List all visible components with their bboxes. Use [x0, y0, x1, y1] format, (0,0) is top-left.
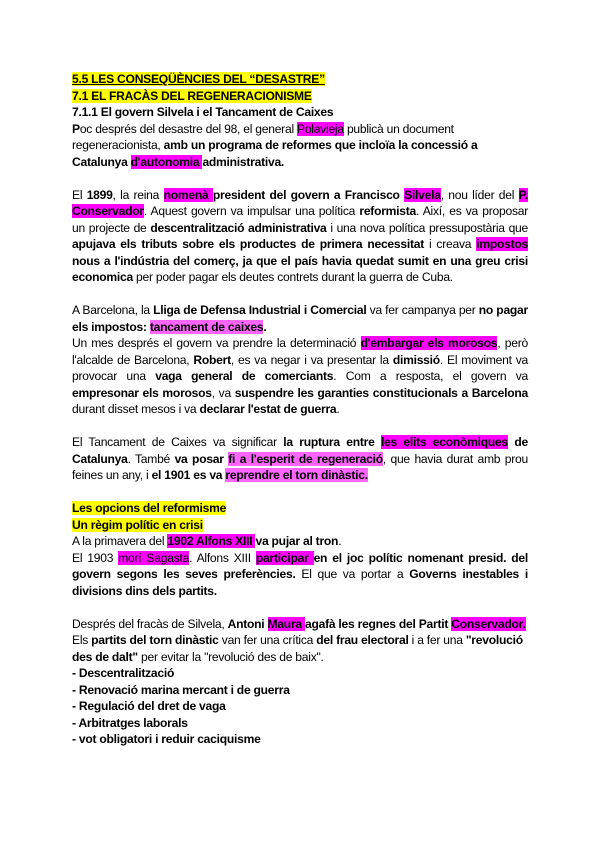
subsection-title-7-1-1: 7.1.1 El govern Silvela i el Tancament de Caixes: [72, 105, 334, 119]
highlight: les elits econòmiques: [380, 435, 508, 449]
highlight: 1902 Alfons XIII: [167, 534, 256, 548]
highlight: d'embargar els morosos: [360, 336, 498, 350]
list-item: - Renovació marina mercant i de guerra: [72, 682, 290, 697]
paragraph-silvela: El 1899, la reina nomenà president del govern a Francisco Silvela, nou líder del P. Conservador. Aquest govern va impulsar una política reformista. Així, es va proposar un projecte de descentralització administrativa i una nova política pressupostària que apujava els tributs sobre els productes de primera necessitat i creava impostos nous a l'indústria del comerç, ja que el país havia quedat sumit en una greu crisi economica per poder pagar els deutes contrets durant la guerra de Cuba.: [72, 187, 529, 284]
list-item: - Arbitratges laborals: [72, 715, 188, 730]
list-item: - Descentralització: [72, 666, 175, 680]
paragraph-sagasta: El 1903 morí Sagasta. Alfons XIII participar en el joc polític nomenant presid. del govern segons les seves preferències. El que va portar a Governs inestables i divisions dins dels partits.: [72, 550, 528, 598]
reform-list: [72, 665, 528, 748]
highlight: morí Sagasta: [118, 550, 190, 565]
highlight: Conservador.: [451, 616, 526, 631]
paragraph-lliga: A Barcelona, la Lliga de Defensa Industrial i Comercial va fer campanya per no pagar els impostos: tancament de caixes.: [72, 303, 528, 334]
paragraph-alfons: A la primavera del 1902 Alfons XIII va pujar al tron.: [72, 534, 342, 548]
paragraph-polavieja: Poc després del desastre del 98, el general Polavieja publicà un document regeneracionista, amb un programa de reformes que incloïa la concessió a Catalunya d'autonomia administrativa.: [72, 121, 478, 169]
highlight: tancament de caixes: [149, 319, 264, 334]
section-title-regim: Un règim polític en crisi: [72, 517, 203, 532]
highlight: nomenà: [163, 187, 213, 202]
highlight: P. Conservador: [72, 187, 529, 218]
paragraph-tancament: El Tancament de Caixes va significar la ruptura entre les elits econòmiques de Catalunya. També va posar fi a l'esperit de regeneració, que havia durat amb prou feines un any, i el 1901 es va reprendre el torn dinàstic.: [72, 435, 529, 482]
list-item: - Regulació del dret de vaga: [72, 699, 226, 713]
highlight: Maura: [267, 616, 305, 631]
highlight: Polavieja: [297, 121, 344, 136]
highlight: participar: [255, 550, 314, 565]
highlight: Silvela: [404, 187, 441, 202]
highlight: fi a l'esperit de regeneració: [228, 451, 383, 466]
paragraph-partits: Els partits del torn dinàstic van fer una crítica del frau electoral i a fer una "revolució des de dalt" per evitar la "revolució des de baix".: [72, 633, 523, 664]
section-title-5-5: 5.5 LES CONSEQÜÈNCIES DEL “DESASTRE”: [72, 72, 325, 86]
highlight: impostos: [476, 237, 528, 251]
document-content: [72, 71, 528, 748]
section-title-opcions: Les opcions del reformisme: [72, 501, 227, 515]
list-item: - vot obligatori i reduir caciquisme: [72, 732, 261, 746]
section-title-7-1: 7.1 EL FRACÀS DEL REGENERACIONISME: [72, 88, 312, 103]
paragraph-embargar: Un mes després el govern va prendre la determinació d'embargar els morosos, però l'alcalde de Barcelona, Robert, es va negar i va presentar la dimissió. El moviment va provocar una vaga general de comerciants. Com a resposta, el govern va empresonar els morosos, va suspendre les garanties constitucionals a Barcelona durant disset mesos i va declarar l'estat de guerra.: [72, 336, 529, 416]
highlight: d'autonomia: [130, 154, 203, 169]
paragraph-maura: Després del fracàs de Silvela, Antoni Maura agafà les regnes del Partit Conservador.: [72, 616, 526, 631]
highlight: reprendre el torn dinàstic.: [225, 468, 368, 482]
